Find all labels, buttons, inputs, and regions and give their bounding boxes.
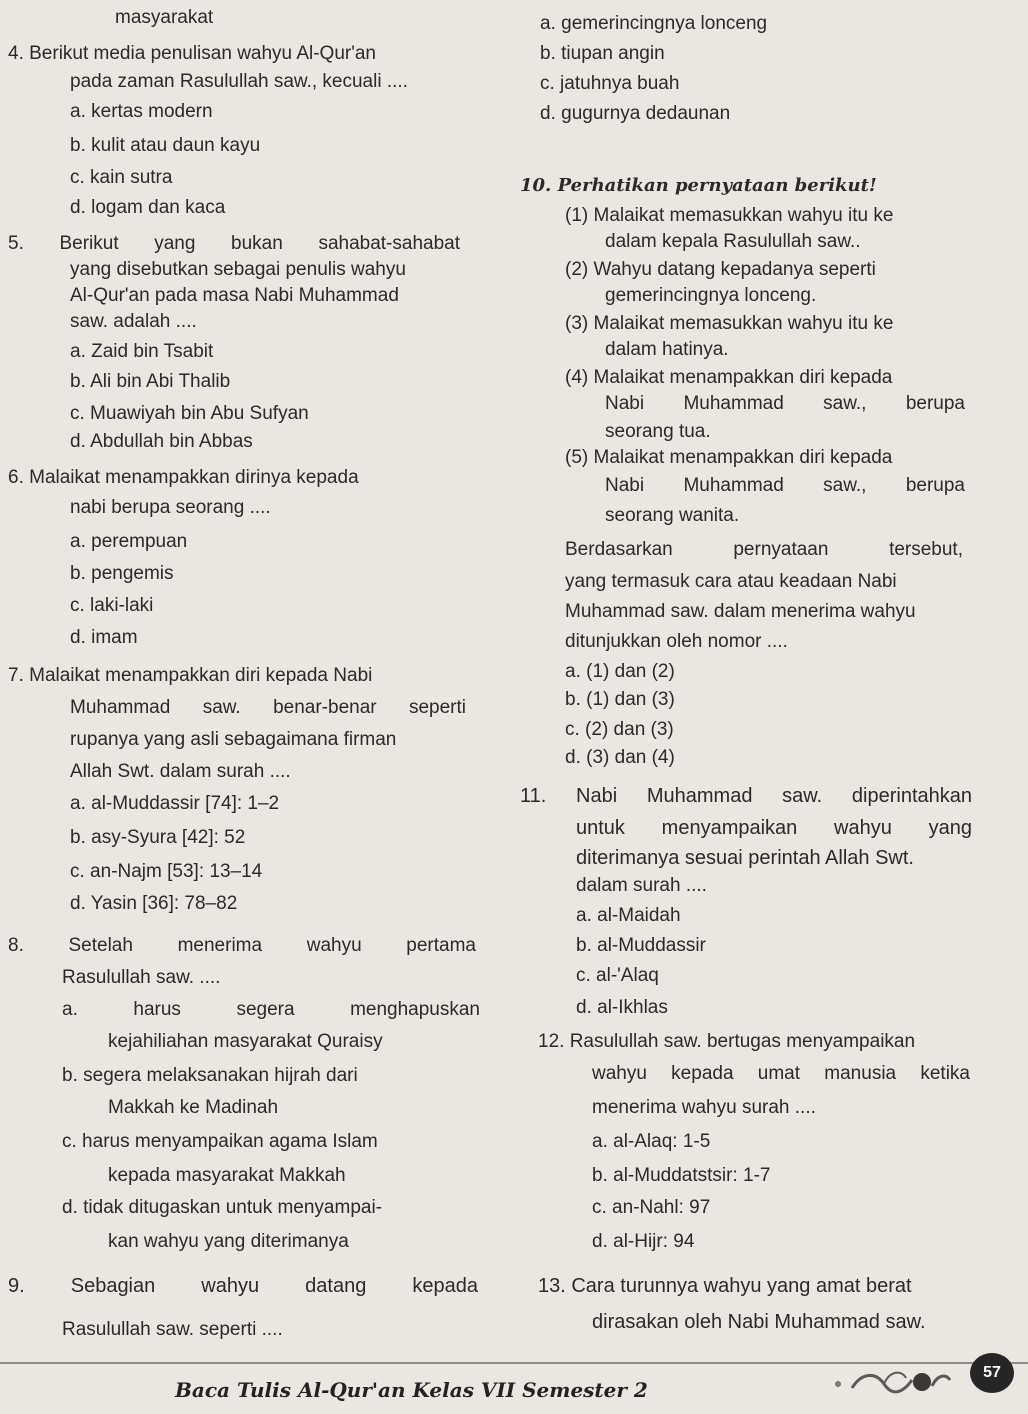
question-13: 13. Cara turunnya wahyu yang amat berat: [538, 1275, 912, 1297]
text-line: Nabi Muhammad saw., berupa: [605, 475, 965, 496]
option[interactable]: c. jatuhnya buah: [540, 73, 680, 94]
text-line: saw. adalah ....: [70, 311, 197, 332]
option[interactable]: c. harus menyampaikan agama Islam: [62, 1131, 378, 1152]
text-line: gemerincingnya lonceng.: [605, 285, 817, 306]
question-8: 8. Setelah menerima wahyu pertama: [8, 935, 476, 956]
question-5: 5. Berikut yang bukan sahabat-sahabat: [8, 233, 460, 254]
option[interactable]: d. gugurnya dedaunan: [540, 103, 731, 124]
text-line: seorang wanita.: [605, 505, 740, 526]
option[interactable]: b. Ali bin Abi Thalib: [70, 371, 231, 392]
option[interactable]: c. kain sutra: [70, 167, 173, 188]
question-11: 11. Nabi Muhammad saw. diperintahkan: [520, 785, 972, 807]
option[interactable]: b. asy-Syura [42]: 52: [70, 827, 246, 848]
text-line: pada zaman Rasulullah saw., kecuali ....: [70, 71, 408, 92]
option[interactable]: a. gemerincingnya lonceng: [540, 13, 768, 34]
option[interactable]: c. al-'Alaq: [576, 965, 659, 986]
text-line: wahyu kepada umat manusia ketika: [592, 1063, 970, 1084]
text-line: nabi berupa seorang ....: [70, 497, 271, 518]
option[interactable]: d. (3) dan (4): [565, 747, 675, 768]
text-line: Al-Qur'an pada masa Nabi Muhammad: [70, 285, 399, 306]
text-line: yang disebutkan sebagai penulis wahyu: [70, 259, 406, 280]
text-line: Rasulullah saw. ....: [62, 967, 221, 988]
statement: (3) Malaikat memasukkan wahyu itu ke: [565, 313, 894, 334]
option[interactable]: d. logam dan kaca: [70, 197, 226, 218]
option[interactable]: c. an-Nahl: 97: [592, 1197, 711, 1218]
option[interactable]: b. al-Muddassir: [576, 935, 706, 956]
text-line: Rasulullah saw. seperti ....: [62, 1319, 283, 1340]
footer-divider: [0, 1362, 1028, 1364]
question-10: 10. Perhatikan pernyataan berikut!: [520, 175, 877, 196]
statement: (4) Malaikat menampakkan diri kepada: [565, 367, 893, 388]
option[interactable]: b. (1) dan (3): [565, 689, 675, 710]
text-line: dalam hatinya.: [605, 339, 729, 360]
text-line: rupanya yang asli sebagaimana firman: [70, 729, 397, 750]
ornament-icon: [832, 1366, 952, 1396]
option[interactable]: a. (1) dan (2): [565, 661, 675, 682]
text-line: dalam kepala Rasulullah saw..: [605, 231, 861, 252]
option[interactable]: d. imam: [70, 627, 138, 648]
text-line: kejahiliahan masyarakat Quraisy: [108, 1031, 383, 1052]
option[interactable]: a. al-Alaq: 1-5: [592, 1131, 711, 1152]
question-7: 7. Malaikat menampakkan diri kepada Nabi: [8, 665, 373, 686]
option[interactable]: d. Yasin [36]: 78–82: [70, 893, 238, 914]
page-number: 57: [970, 1353, 1014, 1393]
option[interactable]: c. Muawiyah bin Abu Sufyan: [70, 403, 309, 424]
text-line: Muhammad saw. dalam menerima wahyu: [565, 601, 916, 622]
question-4: 4. Berikut media penulisan wahyu Al-Qur'an: [8, 43, 376, 64]
option[interactable]: c. laki-laki: [70, 595, 154, 616]
option[interactable]: a. kertas modern: [70, 101, 213, 122]
text-line: Berdasarkan pernyataan tersebut,: [565, 539, 963, 560]
option[interactable]: b. tiupan angin: [540, 43, 665, 64]
statement: (2) Wahyu datang kepadanya seperti: [565, 259, 876, 280]
question-12: 12. Rasulullah saw. bertugas menyampaikan: [538, 1031, 916, 1052]
option[interactable]: b. kulit atau daun kayu: [70, 135, 261, 156]
option[interactable]: a. al-Maidah: [576, 905, 681, 926]
text-line: dirasakan oleh Nabi Muhammad saw.: [592, 1311, 926, 1333]
question-6: 6. Malaikat menampakkan dirinya kepada: [8, 467, 359, 488]
text-line: Muhammad saw. benar-benar seperti: [70, 697, 466, 718]
text-line: dalam surah ....: [576, 875, 707, 896]
text-line: menerima wahyu surah ....: [592, 1097, 816, 1118]
option[interactable]: b. pengemis: [70, 563, 174, 584]
text-line: diterimanya sesuai perintah Allah Swt.: [576, 847, 914, 869]
option[interactable]: d. tidak ditugaskan untuk menyampai-: [62, 1197, 383, 1218]
text-line: ditunjukkan oleh nomor ....: [565, 631, 788, 652]
option[interactable]: c. (2) dan (3): [565, 719, 674, 740]
text-line: kan wahyu yang diterimanya: [108, 1231, 349, 1252]
option[interactable]: a. harus segera menghapuskan: [62, 999, 480, 1020]
text-line: yang termasuk cara atau keadaan Nabi: [565, 571, 897, 592]
question-9: 9. Sebagian wahyu datang kepada: [8, 1275, 478, 1297]
text-line: Nabi Muhammad saw., berupa: [605, 393, 965, 414]
option[interactable]: a. al-Muddassir [74]: 1–2: [70, 793, 280, 814]
option[interactable]: b. segera melaksanakan hijrah dari: [62, 1065, 358, 1086]
option[interactable]: d. al-Hijr: 94: [592, 1231, 695, 1252]
option[interactable]: c. an-Najm [53]: 13–14: [70, 861, 263, 882]
option[interactable]: d. al-Ikhlas: [576, 997, 668, 1018]
text-line: kepada masyarakat Makkah: [108, 1165, 346, 1186]
footer-book-title: Baca Tulis Al-Qur'an Kelas VII Semester 2: [175, 1378, 648, 1402]
statement: (1) Malaikat memasukkan wahyu itu ke: [565, 205, 894, 226]
option[interactable]: a. Zaid bin Tsabit: [70, 341, 214, 362]
text-line: masyarakat: [115, 7, 214, 28]
text-line: seorang tua.: [605, 421, 711, 442]
text-line: Makkah ke Madinah: [108, 1097, 279, 1118]
option[interactable]: b. al-Muddatstsir: 1-7: [592, 1165, 771, 1186]
text-line: untuk menyampaikan wahyu yang: [576, 817, 972, 839]
statement: (5) Malaikat menampakkan diri kepada: [565, 447, 893, 468]
option[interactable]: d. Abdullah bin Abbas: [70, 431, 253, 452]
text-line: Allah Swt. dalam surah ....: [70, 761, 291, 782]
option[interactable]: a. perempuan: [70, 531, 188, 552]
